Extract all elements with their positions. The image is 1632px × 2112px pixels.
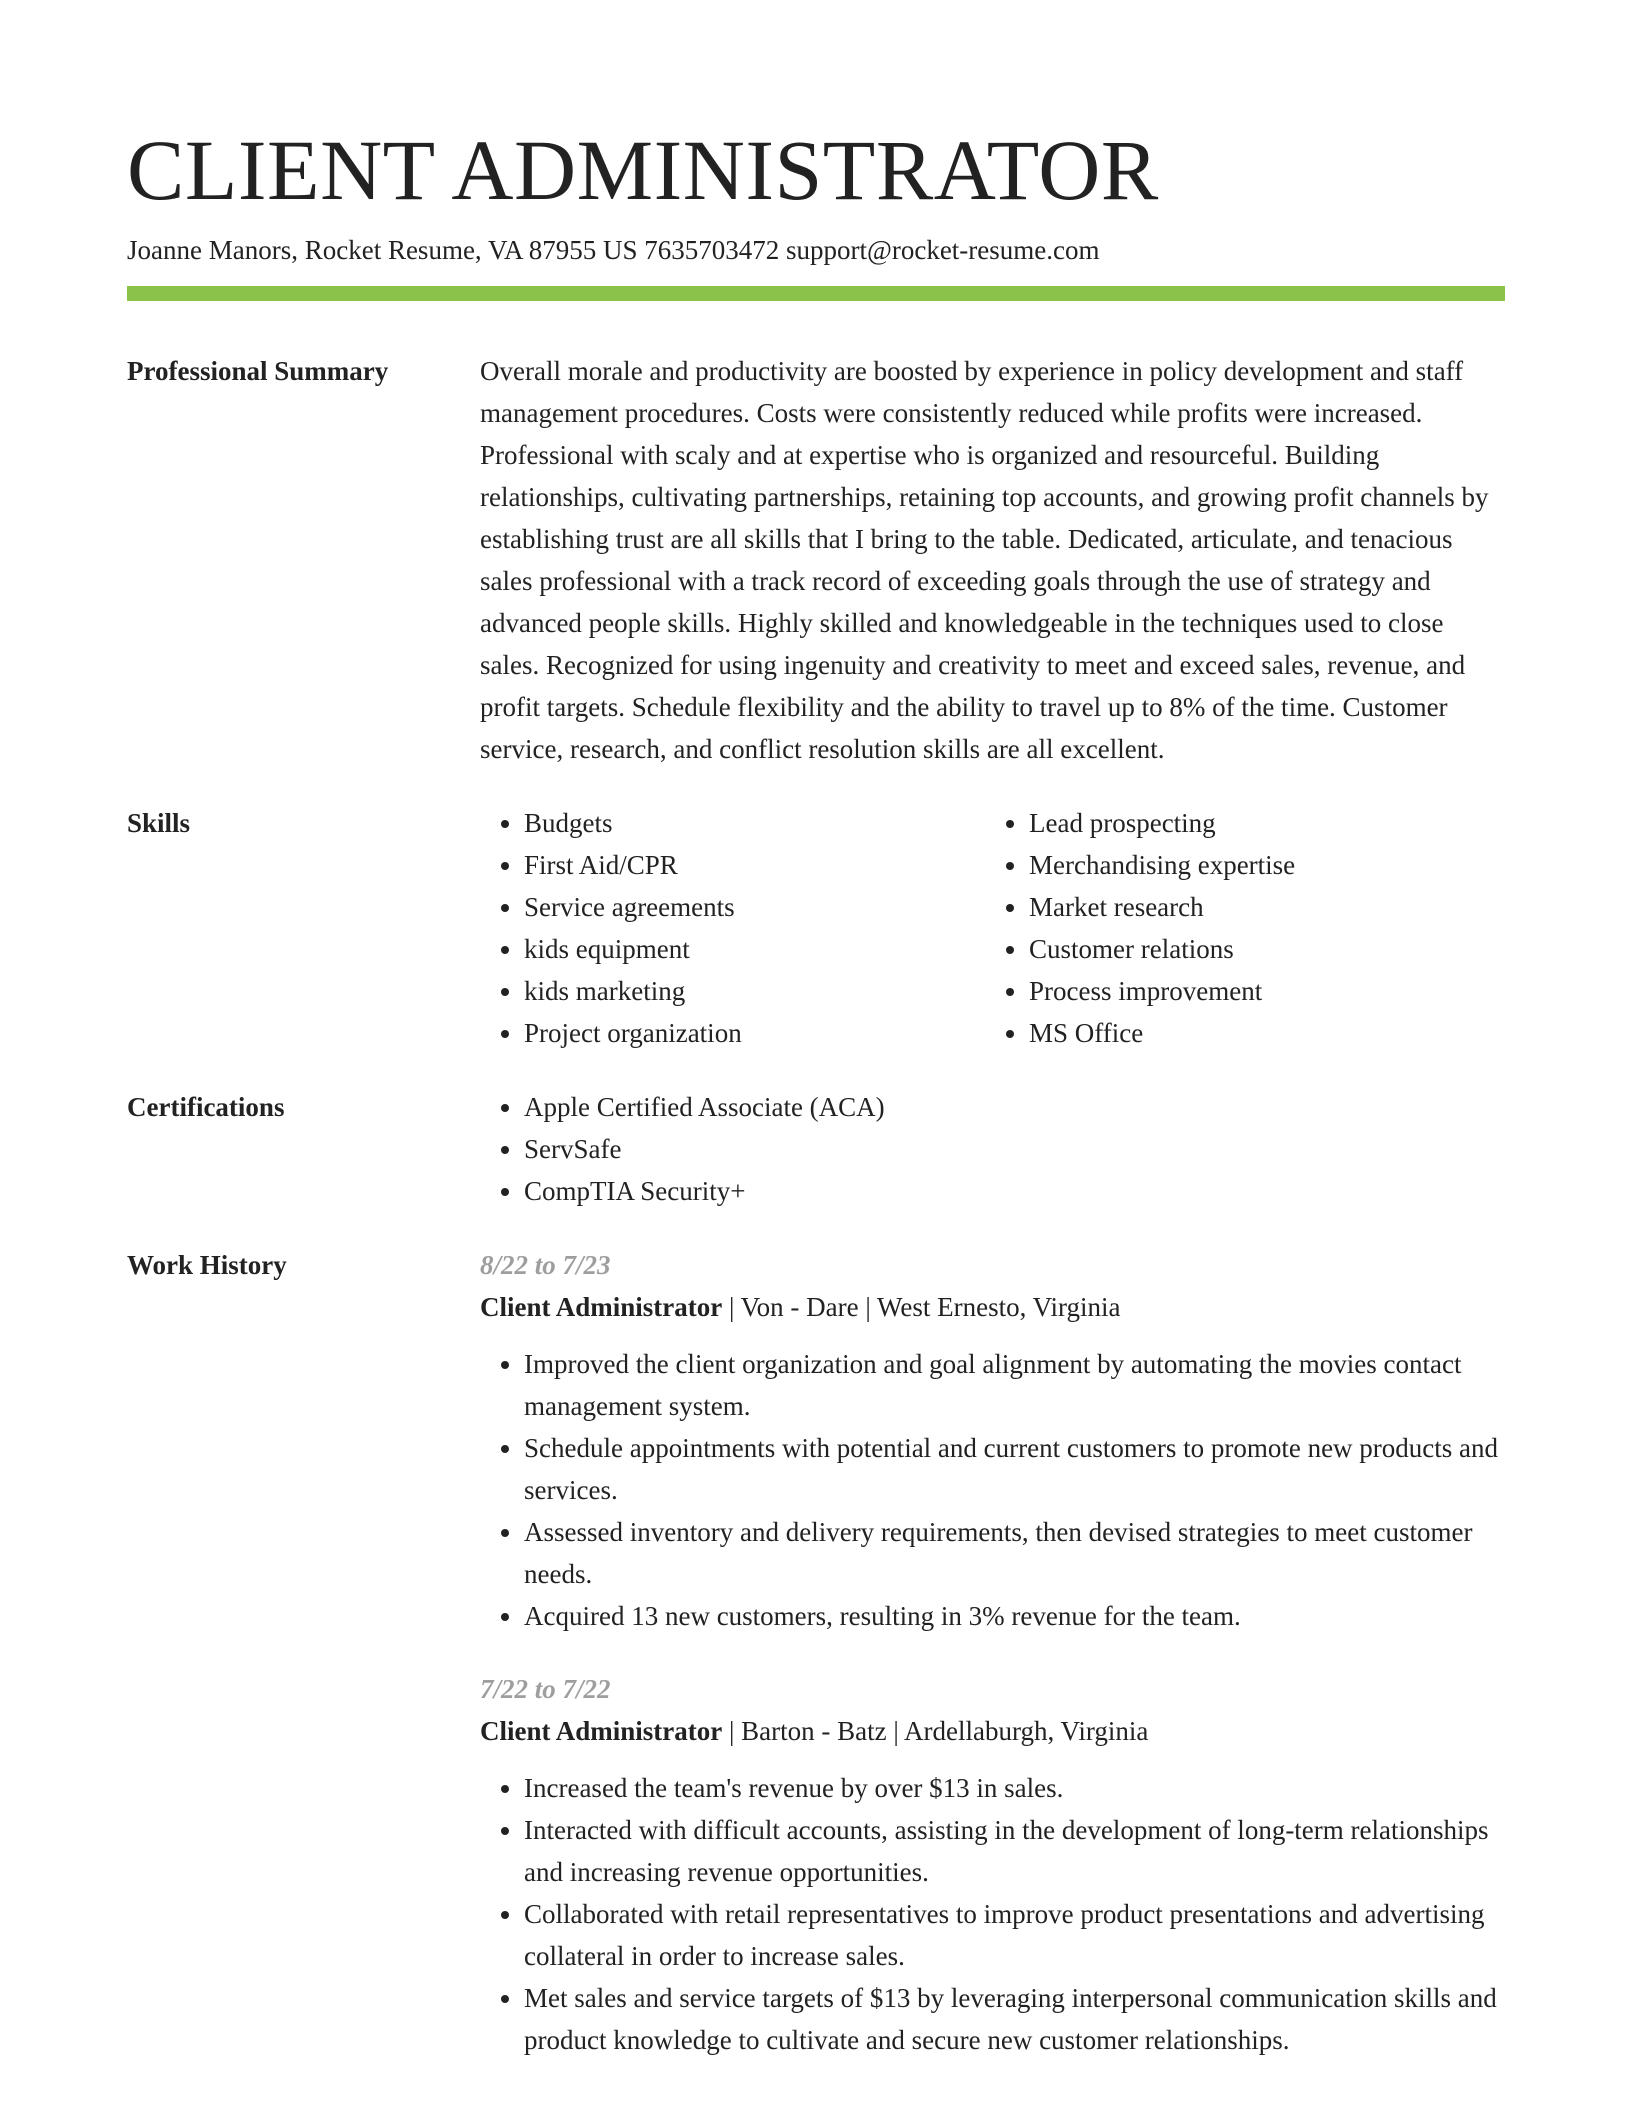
summary-text: Overall morale and productivity are boosted by experience in policy development and staff management procedures. Costs were consistently reduced while profits were increased. Professional with scaly and at expertise who is organized and resourceful. Building relationships, cultivating partnerships, retaining top accounts, and growing profit channels by establishing trust are all skills that I bring to the table. Dedicated, articulate, and tenacious sales professional with a track record of exceeding goals through the use of strategy and advanced people skills. Highly skilled and knowledgeable in the techniques used to close sales. Recognized for using ingenuity and creativity to meet and exceed sales, revenue, and profit targets. Schedule flexibility and the ability to travel up to 8% of the time. Customer service, research, and conflict resolution skills are all excellent. bbox=[480, 356, 1489, 764]
job-bullet: • Collaborated with retail representatives to improve product presentations and advertising collateral in order to increase sales. bbox=[524, 1893, 1505, 1977]
skill-item: • Project organization bbox=[524, 1012, 985, 1054]
skills-list-left bbox=[480, 802, 985, 1054]
skill-item: • Market research bbox=[1029, 886, 1490, 928]
job-bullet: • Interacted with difficult accounts, assisting in the development of long-term relationships and increasing revenue opportunities. bbox=[524, 1809, 1505, 1893]
certifications-list bbox=[480, 1086, 1505, 1212]
job-title: Client Administrator bbox=[480, 1716, 723, 1746]
certification-item: • CompTIA Security+ bbox=[524, 1170, 1505, 1212]
skills-grid bbox=[480, 802, 1505, 1054]
job-bullet: • Improved the client organization and goal alignment by automating the movies contact management system. bbox=[524, 1343, 1505, 1427]
section-heading: Certifications bbox=[127, 1092, 285, 1122]
skills-column-left bbox=[480, 802, 985, 1054]
job-entry bbox=[480, 1668, 1505, 2061]
job-bullet: • Met sales and service targets of $13 by leveraging interpersonal communication skills and product knowledge to cultivate and secure new customer relationships. bbox=[524, 1977, 1505, 2061]
section-heading: Skills bbox=[127, 808, 191, 838]
section-heading: Work History bbox=[127, 1250, 287, 1280]
job-bullet: • Schedule appointments with potential and current customers to promote new products and services. bbox=[524, 1427, 1505, 1511]
section-heading: Professional Summary bbox=[127, 356, 389, 386]
contact-line: Joanne Manors, Rocket Resume, VA 87955 US 7635703472 support@rocket-resume.com bbox=[127, 235, 1100, 265]
job-bullets bbox=[480, 1343, 1505, 1637]
certification-item: • Apple Certified Associate (ACA) bbox=[524, 1086, 1505, 1128]
skill-item: • Budgets bbox=[524, 802, 985, 844]
skill-item: • MS Office bbox=[1029, 1012, 1490, 1054]
job-bullet: • Assessed inventory and delivery requirements, then devised strategies to meet customer needs. bbox=[524, 1511, 1505, 1595]
skill-item: • kids equipment bbox=[524, 928, 985, 970]
job-dates: 7/22 to 7/22 bbox=[480, 1674, 611, 1704]
job-bullet: • Increased the team's revenue by over $13 in sales. bbox=[524, 1767, 1505, 1809]
accent-divider bbox=[127, 286, 1505, 301]
skills-section bbox=[127, 802, 1505, 1054]
job-bullet: • Acquired 13 new customers, resulting in 3% revenue for the team. bbox=[524, 1595, 1505, 1637]
skill-item: • Process improvement bbox=[1029, 970, 1490, 1012]
job-heading bbox=[480, 1710, 1505, 1752]
skills-column-right bbox=[985, 802, 1490, 1054]
job-dates: 8/22 to 7/23 bbox=[480, 1250, 611, 1280]
certifications-section bbox=[127, 1086, 1505, 1212]
skill-item: • Service agreements bbox=[524, 886, 985, 928]
summary-section bbox=[127, 350, 1505, 770]
job-title: Client Administrator bbox=[480, 1292, 723, 1322]
job-details: | Barton - Batz | Ardellaburgh, Virginia bbox=[722, 1716, 1149, 1746]
skills-list-right bbox=[985, 802, 1490, 1054]
job-heading bbox=[480, 1286, 1505, 1328]
skill-item: • Customer relations bbox=[1029, 928, 1490, 970]
skill-item: • kids marketing bbox=[524, 970, 985, 1012]
skill-item: • Lead prospecting bbox=[1029, 802, 1490, 844]
certification-item: • ServSafe bbox=[524, 1128, 1505, 1170]
job-details: | Von - Dare | West Ernesto, Virginia bbox=[722, 1292, 1121, 1322]
resume-sections bbox=[127, 350, 1505, 2093]
work-history-section bbox=[127, 1244, 1505, 2061]
section-body bbox=[480, 350, 1505, 770]
skill-item: • First Aid/CPR bbox=[524, 844, 985, 886]
job-entry bbox=[480, 1244, 1505, 1637]
skill-item: • Merchandising expertise bbox=[1029, 844, 1490, 886]
section-body bbox=[480, 1244, 1505, 2061]
job-bullets bbox=[480, 1767, 1505, 2061]
section-body bbox=[480, 1086, 1505, 1212]
resume-title: CLIENT ADMINISTRATOR bbox=[127, 122, 1159, 218]
